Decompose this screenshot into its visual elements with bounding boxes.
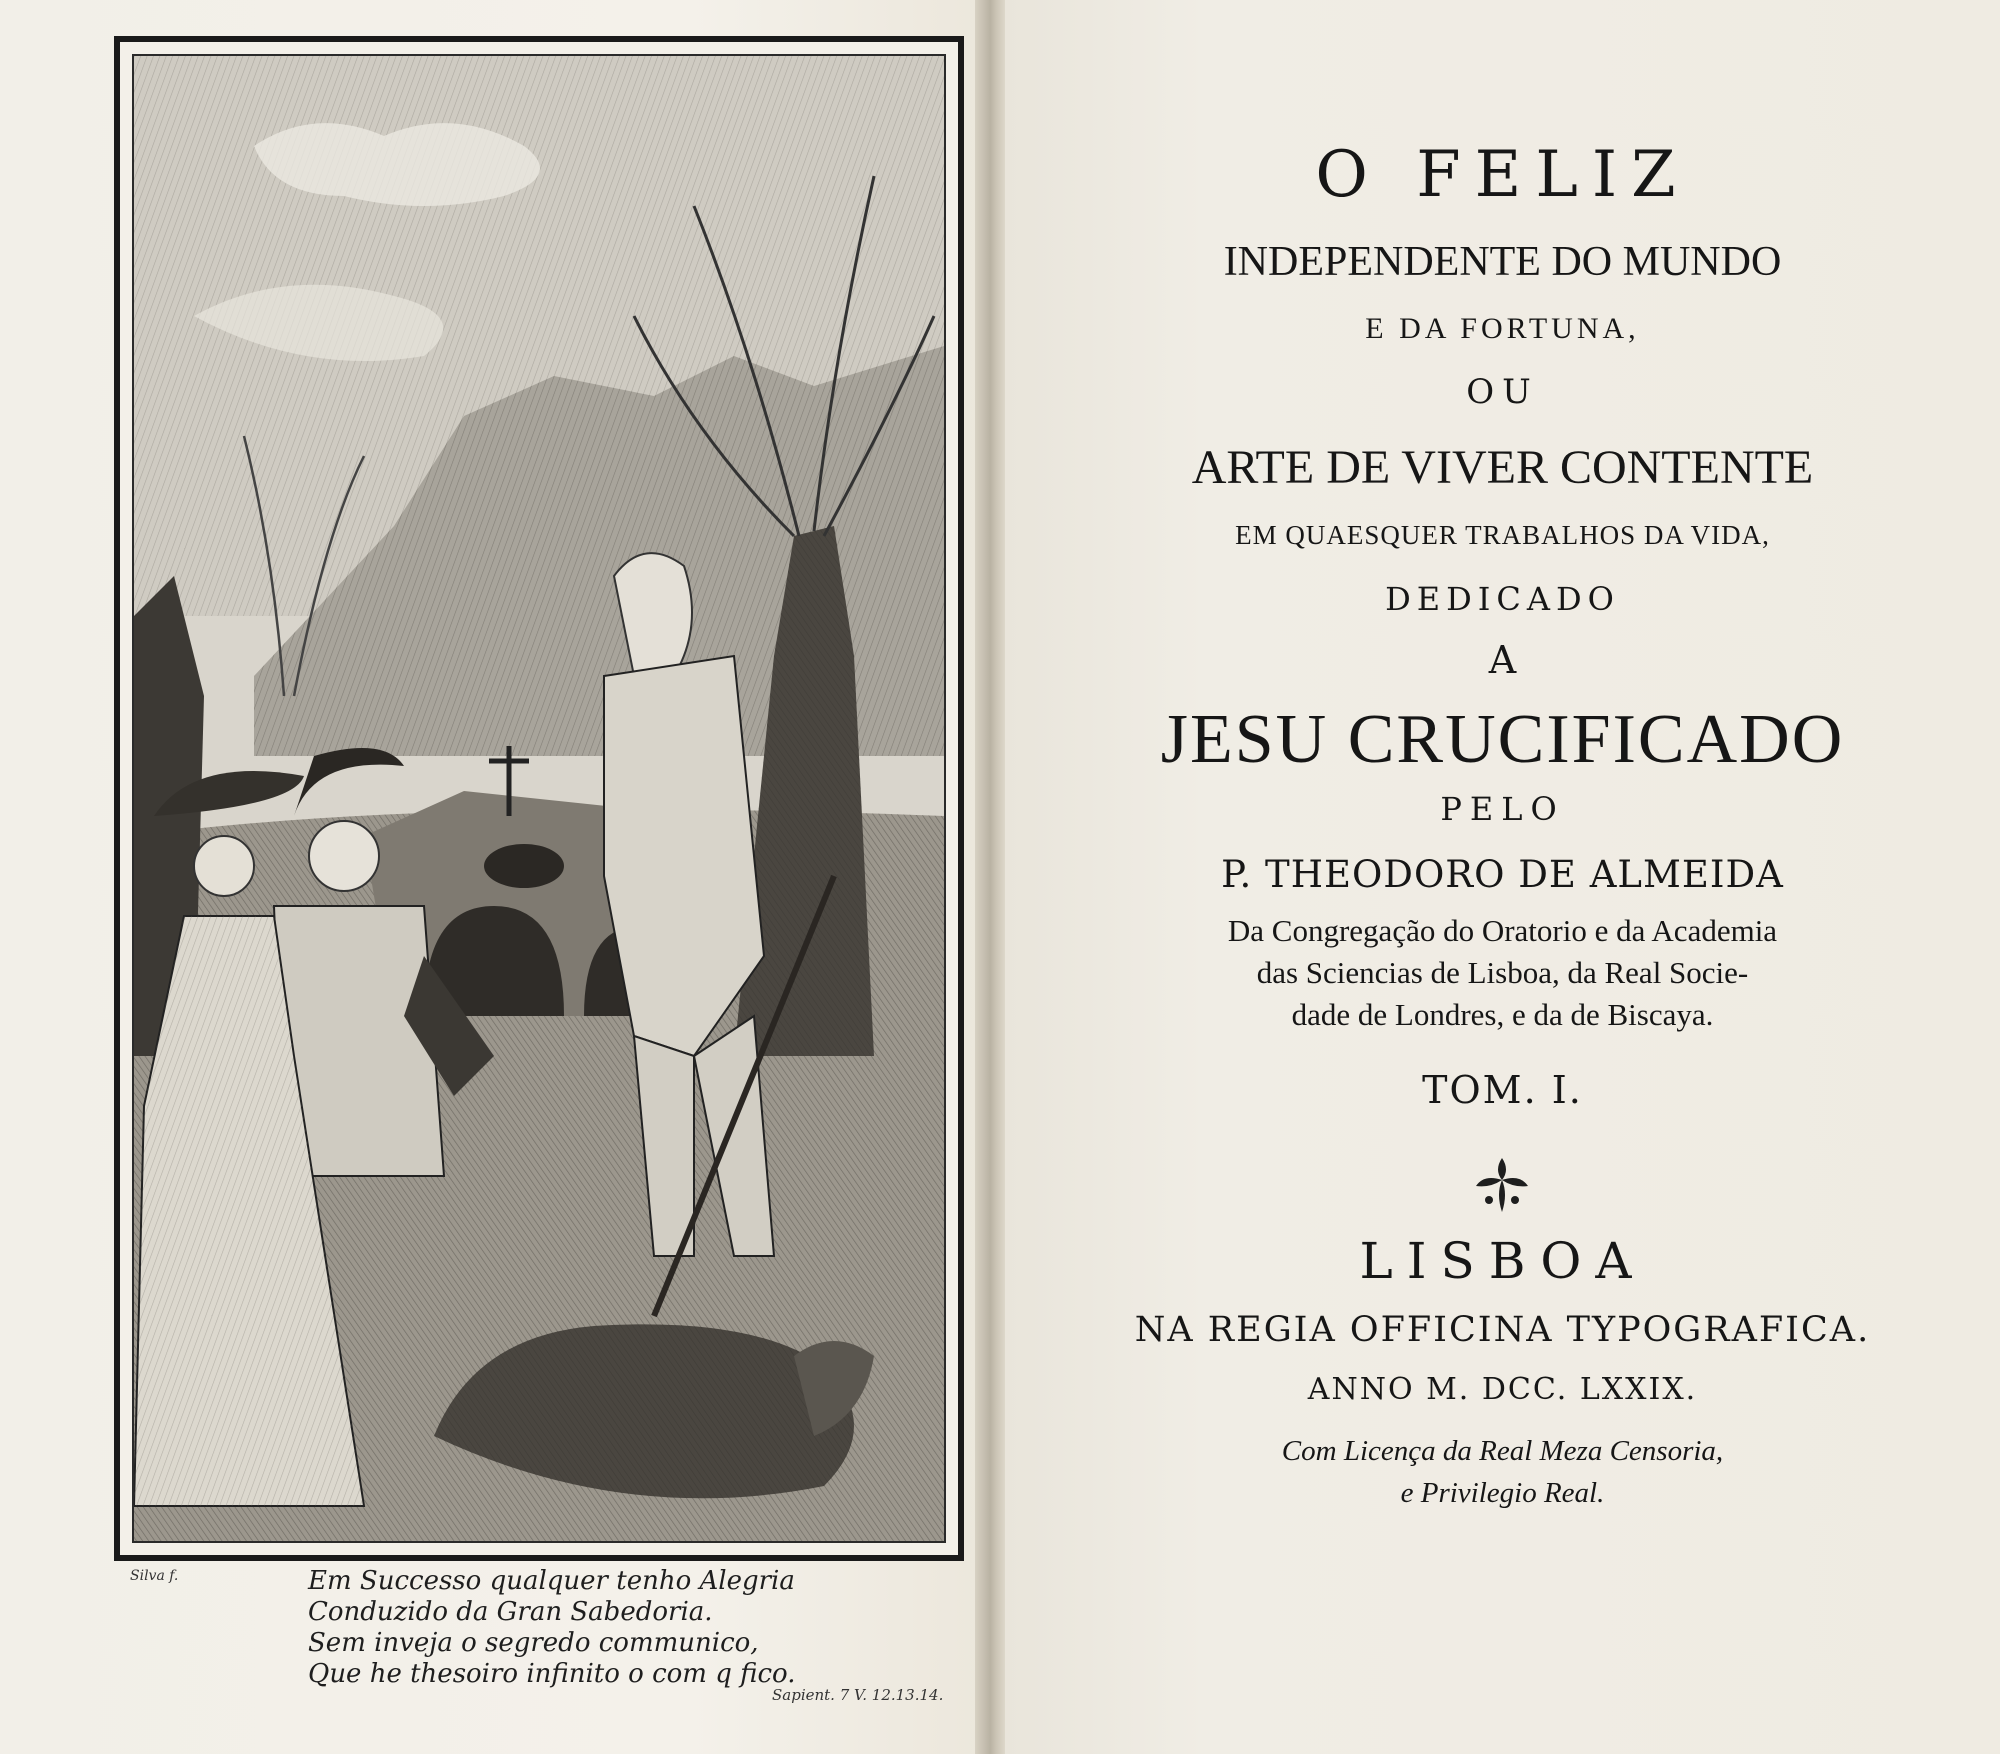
book-gutter <box>975 0 1009 1754</box>
engraving-illustration <box>132 54 946 1543</box>
fleuron-ornament <box>1467 1150 1537 1220</box>
subtitle-line: EM QUAESQUER TRABALHOS DA VIDA, <box>1235 520 1770 550</box>
subtitle-line: ARTE DE VIVER CONTENTE <box>1191 441 1814 494</box>
imprint-printer: NA REGIA OFFICINA TYPOGRAFICA. <box>1134 1310 1871 1350</box>
author-affiliation <box>1005 910 2000 1036</box>
title-block <box>1005 0 2000 1754</box>
verse-line: Sem inveja o segredo communico, <box>308 1628 759 1658</box>
verse-line: Em Successo qualquer tenho Alegria <box>308 1566 795 1596</box>
author-intro: PELO <box>1440 790 1565 828</box>
affiliation-line: dade de Londres, e da de Biscaya. <box>1291 997 1714 1032</box>
license-line: Com Licença da Real Meza Censoria, <box>1281 1435 1724 1467</box>
dedicatee: JESU CRUCIFICADO <box>1160 701 1845 778</box>
engraver-signature: Silva f. <box>130 1568 179 1584</box>
subtitle-line: INDEPENDENTE DO MUNDO <box>1223 239 1782 285</box>
frontispiece-verse <box>308 1566 868 1690</box>
engraving-frame <box>114 36 964 1561</box>
dedication-line: A <box>1488 638 1517 682</box>
engraving-scene <box>134 56 944 1541</box>
author-name: P. THEODORO DE ALMEIDA <box>1221 853 1784 896</box>
title-page <box>1005 0 2000 1754</box>
dedication-line: DEDICADO <box>1385 580 1620 618</box>
verse-line: Que he thesoiro infinito o com q fico. <box>308 1659 796 1689</box>
affiliation-line: das Sciencias de Lisboa, da Real Socie- <box>1256 955 1749 990</box>
main-title: O FELIZ <box>1315 138 1690 212</box>
frontispiece-page <box>0 0 985 1754</box>
imprint-place: LISBOA <box>1359 1232 1646 1290</box>
subtitle-line: OU <box>1466 372 1539 412</box>
scripture-citation: Sapient. 7 V. 12.13.14. <box>772 1686 944 1704</box>
license-statement <box>1005 1430 2000 1514</box>
license-line: e Privilegio Real. <box>1400 1477 1605 1509</box>
affiliation-line: Da Congregação do Oratorio e da Academia <box>1227 913 1778 948</box>
imprint-year: ANNO M. DCC. LXXIX. <box>1307 1372 1698 1407</box>
volume-number: TOM. I. <box>1422 1068 1583 1112</box>
subtitle-line: E DA FORTUNA, <box>1365 312 1640 345</box>
verse-line: Conduzido da Gran Sabedoria. <box>308 1597 713 1627</box>
